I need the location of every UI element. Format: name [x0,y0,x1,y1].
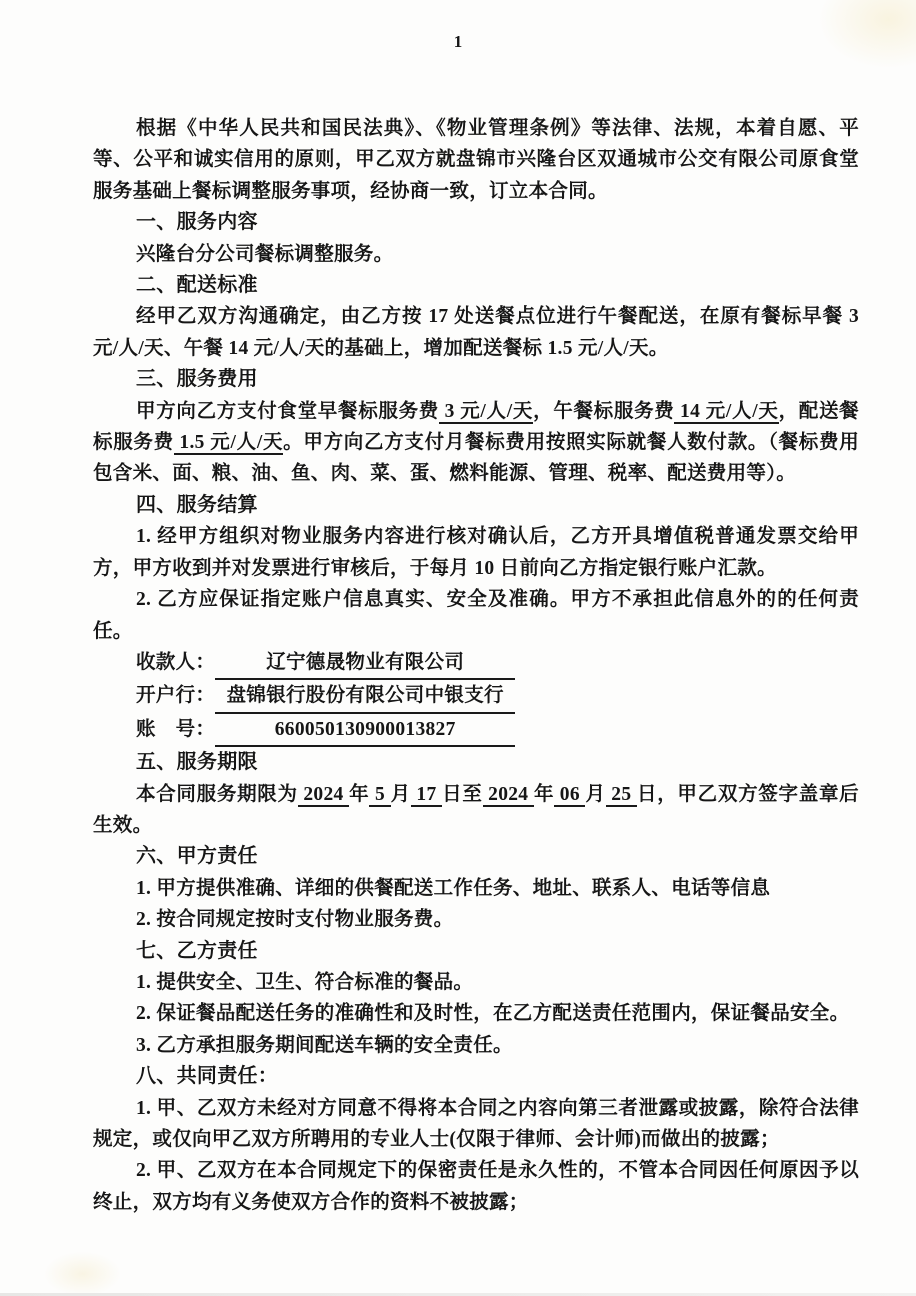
section-heading [93,747,859,778]
field-value: 辽宁德晟物业有限公司 [215,647,515,680]
underlined-value: 17 [410,783,443,805]
underlined-value: 2024 [482,783,534,805]
text-run: 1. 提供安全、卫生、符合标准的餐品。 [136,971,474,993]
underlined-value: 1.5 元/人/天 [173,432,284,454]
text-run: 三、服务费用 [136,368,258,391]
underlined-value: 3 元/人/天 [439,400,534,422]
text-run: 1. 甲方提供准确、详细的供餐配送工作任务、地址、联系人、电话等信息 [136,877,771,899]
contract-paragraph [93,967,859,998]
text-run: ，配送餐标服务费 [93,400,859,454]
text-run: 经甲乙双方沟通确定，由乙方按 17 处送餐点位进行午餐配送，在原有餐标早餐 3 元/人/天、午餐 14 元/人/天的基础上，增加配送餐标 1.5 元/人/天。 [93,306,859,359]
text-run: 一、服务内容 [136,211,258,234]
text-run: 根据《中华人民共和国民法典》、《物业管理条例》等法律、法规，本着自愿、平等、公平和诚实信用的原则，甲乙双方就盘锦市兴隆台区双通城市公交有限公司原食堂服务基础上餐标调整服务事项，经协商一致，订立本合同。 [93,118,859,202]
underlined-value: 25 [605,783,637,805]
text-run: 2. 甲、乙双方在本合同规定下的保密责任是永久性的，不管本合同因任何原因予以终止，双方均有义务使双方合作的资料不被披露； [93,1160,859,1213]
text-run: 日至 [442,783,483,805]
field-value: 660050130900013827 [215,714,515,747]
contract-paragraph [93,998,859,1029]
contract-paragraph [93,904,859,935]
text-run: 二、配送标准 [136,274,258,297]
text-run: 2. 乙方应保证指定账户信息真实、安全及准确。甲方不承担此信息外的的任何责任。 [93,589,859,642]
text-run: 兴隆台分公司餐标调整服务。 [136,243,394,265]
contract-paragraph [93,521,859,584]
text-run: 七、乙方责任 [136,939,258,962]
contract-paragraph [93,1155,859,1218]
text-run: 2. 保证餐品配送任务的准确性和及时性，在乙方配送责任范围内，保证餐品安全。 [136,1003,850,1025]
contract-paragraph [93,584,859,647]
underlined-value: 14 元/人/天 [674,400,779,422]
text-run: 六、甲方责任 [136,845,258,868]
section-heading [93,841,859,872]
field-label: 收款人： [136,651,216,673]
text-run: 甲方向乙方支付食堂早餐标服务费 [136,400,440,422]
section-heading [93,936,859,967]
section-heading [93,270,859,301]
section-heading [93,490,859,521]
contract-paragraph [93,113,859,207]
section-heading [93,207,859,238]
field-label: 开户行： [136,685,216,707]
text-run: 年 [349,783,370,805]
text-run: 五、服务期限 [136,751,258,774]
contract-paragraph [93,779,859,842]
underlined-value: 5 [369,783,391,805]
text-run: 年 [533,783,555,805]
contract-paragraph [93,301,859,364]
contract-paragraph [93,873,859,904]
payee-field [93,647,859,680]
contract-paragraph [93,239,859,270]
text-run: 四、服务结算 [136,493,258,516]
text-run: 1. 甲、乙双方未经对方同意不得将本合同之内容向第三者泄露或披露，除符合法律规定，或仅向甲乙双方所聘用的专业人士(仅限于律师、会计师)而做出的披露； [93,1097,859,1150]
text-run: 本合同服务期限为 [136,783,298,805]
text-run: 。甲方向乙方支付月餐标费用按照实际就餐人数付款。（餐标费用包含米、面、粮、油、鱼、肉、菜、蛋、燃料能源、管理、税率、配送费用等）。 [93,432,860,485]
contract-paragraph [93,396,859,490]
text-run: ，午餐标服务费 [533,400,675,422]
underlined-value: 2024 [297,783,350,805]
contract-paragraph [93,1030,859,1061]
section-heading [93,364,859,395]
text-run: 2. 按合同规定按时支付物业服务费。 [136,909,454,931]
text-run: 1. 经甲方组织对物业服务内容进行核对确认后，乙方开具增值税普通发票交给甲方，甲方收到并对发票进行审核后，于每月 10 日前向乙方指定银行账户汇款。 [93,526,859,579]
underlined-value: 06 [554,783,586,805]
text-run: 日，甲乙双方签字盖章后生效。 [93,783,859,836]
text-run: 月 [585,783,606,805]
field-value: 盘锦银行股份有限公司中银支行 [215,680,515,713]
account-number-field [93,714,859,747]
page-number: 1 [453,32,463,51]
text-run: 月 [390,783,411,805]
contract-paragraph [93,1093,859,1156]
text-run: 八、共同责任： [136,1065,279,1088]
field-label: 账 号： [136,718,216,740]
section-heading [93,1061,859,1092]
text-run: 3. 乙方承担服务期间配送车辆的安全责任。 [136,1034,513,1056]
bank-branch-field [93,680,859,713]
